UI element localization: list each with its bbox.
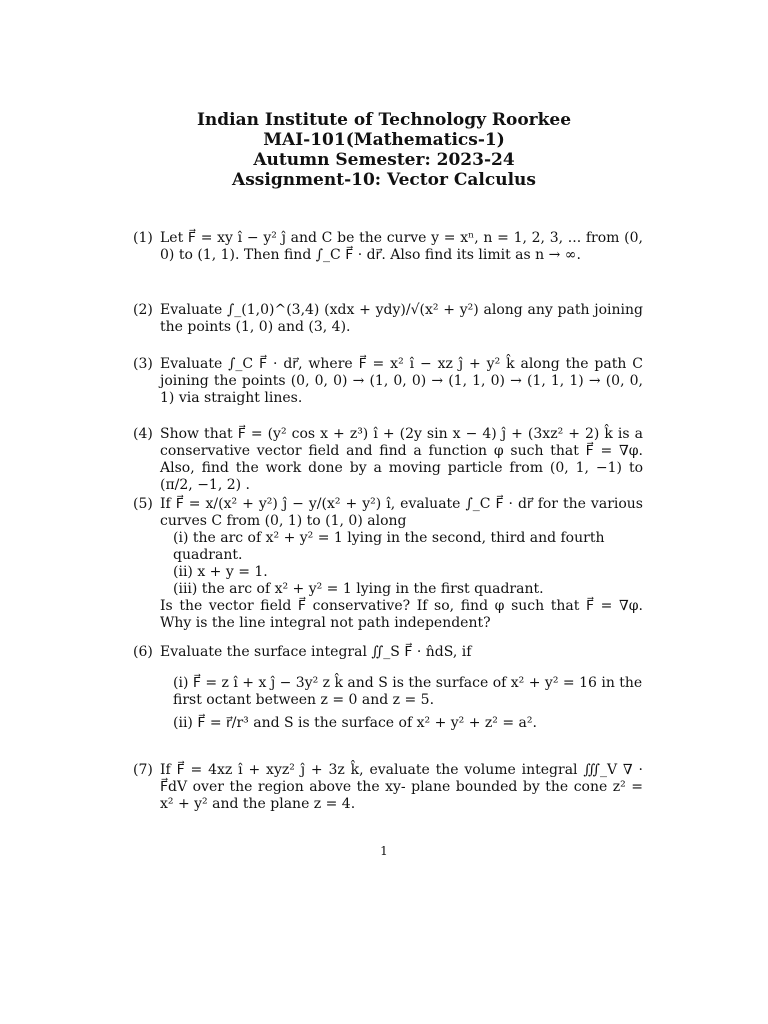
problem-text: Show that F⃗ = (y² cos x + z³) î + (2y sin x − 4) ĵ + (3xz² + 2) k̂ is a conservative vector field and find a function φ such that F⃗ = ∇φ. Also, find the work done by a moving particle from (0, 1, −1) to (π/2, −1, 2) .: [160, 426, 643, 493]
sub-item: (i) the arc of x² + y² = 1 lying in the second, third and fourth quadrant.: [173, 530, 605, 563]
sub-item: (iii) the arc of x² + y² = 1 lying in the first quadrant.: [173, 581, 544, 597]
problem-text: If F⃗ = x/(x² + y²) ĵ − y/(x² + y²) î, evaluate ∫_C F⃗ · dr⃗ for the various curves C from (0, 1) to (1, 0) along: [160, 496, 643, 529]
problem-text: If F⃗ = 4xz î + xyz² ĵ + 3z k̂, evaluate the volume integral ∭_V ∇ · F⃗dV over the region above the xy- plane bounded by the cone z² = x² + y² and the plane z = 4.: [160, 762, 643, 812]
problem-3: [133, 356, 643, 407]
course-title: MAI-101(Mathematics-1): [263, 130, 505, 150]
semester-title: Autumn Semester: 2023-24: [253, 150, 515, 170]
sub-item: (ii) x + y = 1.: [173, 564, 268, 580]
problem-6: [133, 644, 643, 732]
problem-7: [133, 762, 643, 813]
problem-text: Evaluate ∫_(1,0)^(3,4) (xdx + ydy)/√(x² + y²) along any path joining the points (1, 0) and (3, 4).: [160, 302, 643, 335]
document-header: [0, 110, 768, 190]
institute-title: Indian Institute of Technology Roorkee: [196, 110, 572, 130]
problem-number: (5): [133, 496, 153, 512]
problem-text: Let F⃗ = xy î − y² ĵ and C be the curve y = xⁿ, n = 1, 2, 3, ... from (0, 0) to (1, 1). Then find ∫_C F⃗ · dr⃗. Also find its limit as n → ∞.: [160, 230, 643, 263]
problem-number: (3): [133, 356, 153, 372]
problem-number: (1): [133, 230, 153, 246]
problem-text: Evaluate ∫_C F⃗ · dr⃗, where F⃗ = x² î − xz ĵ + y² k̂ along the path C joining the points (0, 0, 0) → (1, 0, 0) → (1, 1, 0) → (1, 1, 1) → (0, 0, 1) via straight lines.: [160, 356, 643, 406]
assignment-title: Assignment-10: Vector Calculus: [232, 170, 536, 190]
problem-4: [133, 426, 643, 494]
problem-number: (6): [133, 644, 153, 660]
problem-number: (7): [133, 762, 153, 778]
problem-2: [133, 302, 643, 336]
sub-item: (i) F⃗ = z î + x ĵ − 3y² z k̂ and S is the surface of x² + y² = 16 in the first octant between z = 0 and z = 5.: [173, 675, 643, 708]
problem-text: Evaluate the surface integral ∬_S F⃗ · n̂dS, if: [160, 644, 472, 660]
problem-followup: Is the vector field F⃗ conservative? If so, find φ such that F⃗ = ∇φ. Why is the line integral not path independent?: [160, 598, 643, 631]
problem-number: (2): [133, 302, 153, 318]
problem-5: [133, 496, 643, 632]
page-number: 1: [380, 844, 388, 858]
sub-item: (ii) F⃗ = r⃗/r³ and S is the surface of x² + y² + z² = a².: [173, 715, 537, 731]
problem-1: [133, 230, 643, 264]
problem-number: (4): [133, 426, 153, 442]
